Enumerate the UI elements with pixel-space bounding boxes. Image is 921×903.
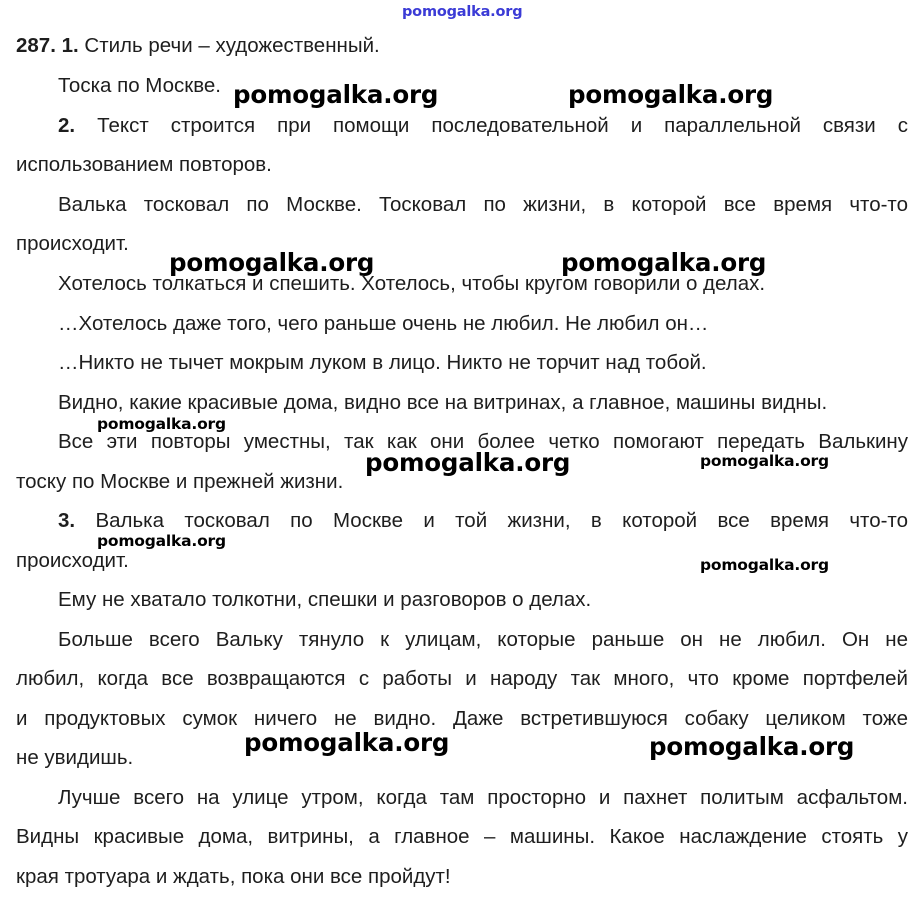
watermark-top: pomogalka.org [402,4,523,20]
paragraph-8-line-4: не увидишь. [16,746,134,769]
paragraph-6-line-1: Все эти повторы уместны, так как они более четко помогают передать Валькину [58,430,908,453]
item-3-line-1 [58,509,908,533]
watermark: pomogalka.org [649,732,855,761]
watermark: pomogalka.org [561,248,767,277]
paragraph-9-line-3: края тротуара и ждать, пока они все пройдут! [16,865,451,888]
watermark: pomogalka.org [568,80,774,109]
paragraph-6-line-2: тоску по Москве и прежней жизни. [16,470,344,493]
paragraph-4: …Никто не тычет мокрым луком в лицо. Никто не торчит над тобой. [58,351,707,374]
watermark: pomogalka.org [700,452,829,470]
paragraph-3: …Хотелось даже того, чего раньше очень не любил. Не любил он… [58,312,709,335]
item-number-2: 2. [58,114,76,137]
watermark: pomogalka.org [700,556,829,574]
item-2-text: Текст строится при помощи последовательной и параллельной связи с [75,114,908,137]
paragraph-2: Хотелось толкаться и спешить. Хотелось, чтобы кругом говорили о делах. [58,272,766,295]
paragraph-8-line-3: и продуктовых сумок ничего не видно. Даже встретившуюся собаку целиком тоже [16,707,908,730]
item-1-text: Стиль речи – художественный. [78,34,380,57]
paragraph-8-line-1: Больше всего Вальку тянуло к улицам, которые раньше он не любил. Он не [58,628,908,651]
task-number: 287. [16,34,56,57]
watermark: pomogalka.org [244,728,450,757]
task-header [16,34,908,58]
watermark: pomogalka.org [365,448,571,477]
watermark: pomogalka.org [97,532,226,550]
item-2-line-1 [58,114,908,138]
watermark: pomogalka.org [233,80,439,109]
watermark: pomogalka.org [97,415,226,433]
paragraph-1-line-1: Валька тосковал по Москве. Тосковал по жизни, в которой все время что-то [58,193,908,216]
paragraph-7: Ему не хватало толкотни, спешки и разговоров о делах. [58,588,592,611]
watermark: pomogalka.org [169,248,375,277]
item-number-3: 3. [58,509,76,532]
paragraph-9-line-2: Видны красивые дома, витрины, а главное – машины. Какое наслаждение стоять у [16,825,908,848]
item-3-line-2: происходит. [16,549,129,572]
item-3-text: Валька тосковал по Москве и той жизни, в которой все время что-то [75,509,908,532]
paragraph-9-line-1: Лучше всего на улице утром, когда там просторно и пахнет политым асфальтом. [58,786,908,809]
paragraph-1-line-2: происходит. [16,232,129,255]
paragraph-8-line-2: любил, когда все возвращаются с работы и народу так много, что кроме портфелей [16,667,908,690]
item-number-1: 1. [61,34,79,57]
paragraph-5: Видно, какие красивые дома, видно все на витринах, а главное, машины видны. [58,391,828,414]
text-title: Тоска по Москве. [58,74,221,97]
item-2-line-2: использованием повторов. [16,153,272,176]
